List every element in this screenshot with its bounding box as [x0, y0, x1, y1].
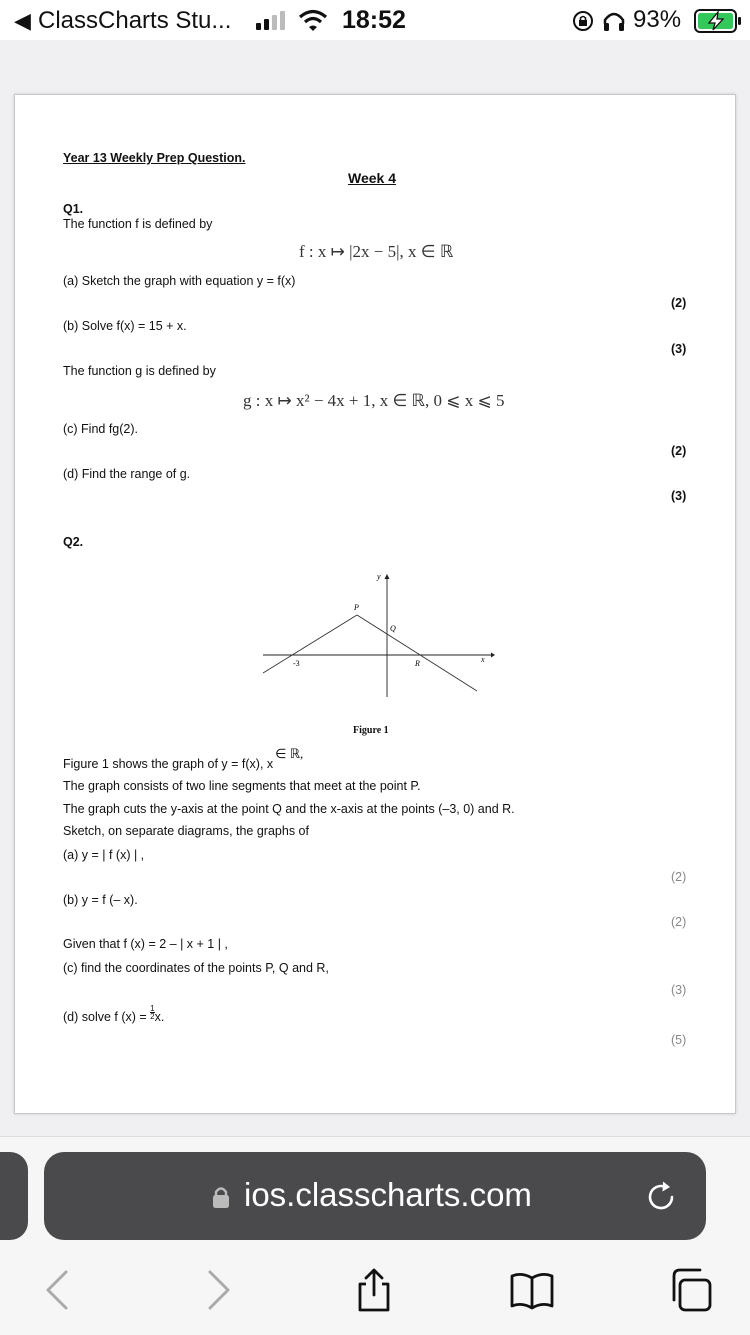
segment-left: [263, 615, 357, 673]
q2-part-d: [63, 1004, 165, 1024]
bookmarks-icon[interactable]: [510, 1268, 554, 1312]
q1-f-definition: f : x ↦ |2x − 5|, x ∈ ℝ: [299, 242, 454, 261]
q2-part-a-mark: (2): [671, 870, 687, 884]
point-p-label: P: [354, 603, 359, 612]
segment-right: [357, 615, 477, 691]
point-r-label: R: [415, 659, 420, 668]
q1-part-c: (c) Find fg(2).: [63, 422, 139, 436]
headphones-icon: [602, 9, 626, 33]
figure-caption: Figure 1: [353, 725, 389, 736]
week-heading: Week 4: [348, 170, 396, 186]
fraction-denominator: 2: [150, 1012, 155, 1022]
fraction-numerator: 1: [150, 1004, 155, 1014]
q1-part-a-mark: (2): [671, 296, 687, 310]
q2-line-1-domain: ∈ ℝ,: [275, 746, 304, 761]
previous-tab[interactable]: [0, 1152, 28, 1240]
lock-icon: [212, 1185, 230, 1209]
q1-intro: The function f is defined by: [63, 217, 213, 231]
q1-part-b-mark: (3): [671, 342, 687, 356]
url-text[interactable]: ios.classcharts.com: [244, 1176, 532, 1213]
q2-line-1-text: Figure 1 shows the graph of y = f(x), x: [63, 757, 274, 771]
q2-part-b-mark: (2): [671, 915, 687, 929]
tabs-icon[interactable]: [668, 1268, 712, 1312]
rotation-lock-icon: [572, 10, 594, 32]
back-to-app-label[interactable]: ClassCharts Stu...: [38, 7, 232, 34]
status-bar: [0, 0, 750, 40]
q1-label: Q1.: [63, 202, 84, 216]
q2-part-a: (a) y = | f (x) | ,: [63, 848, 145, 862]
share-icon[interactable]: [352, 1268, 396, 1312]
back-to-app-icon[interactable]: ◀: [14, 8, 31, 33]
q2-line-2: The graph consists of two line segments that meet at the point P.: [63, 779, 421, 793]
q2-part-d-mark: (5): [671, 1033, 687, 1047]
q2-line-3: The graph cuts the y-axis at the point Q and the x-axis at the points (–3, 0) and R.: [63, 802, 515, 816]
q1-g-definition: g : x ↦ x² − 4x + 1, x ∈ ℝ, 0 ⩽ x ⩽ 5: [243, 391, 505, 410]
y-axis-label: y: [377, 572, 381, 581]
q1-part-c-mark: (2): [671, 444, 687, 458]
reload-icon[interactable]: [644, 1180, 678, 1214]
q1-part-d-mark: (3): [671, 489, 687, 503]
q1-part-d: (d) Find the range of g.: [63, 467, 191, 481]
q2-part-c-mark: (3): [671, 983, 687, 997]
q2-part-d-end: x.: [154, 1010, 165, 1024]
y-axis-arrow: [385, 574, 390, 579]
point-neg3-label: -3: [293, 659, 300, 668]
forward-arrow-icon[interactable]: [196, 1268, 240, 1312]
document-page: [14, 94, 736, 1114]
q2-line-4: Sketch, on separate diagrams, the graphs of: [63, 824, 309, 838]
q2-line-1: [63, 746, 304, 772]
q2-part-d-text: (d) solve f (x) =: [63, 1010, 151, 1024]
address-bar[interactable]: [44, 1152, 706, 1240]
document-title: Year 13 Weekly Prep Question.: [63, 151, 246, 165]
clock: 18:52: [342, 6, 406, 34]
q2-given: Given that f (x) = 2 – | x + 1 | ,: [63, 937, 228, 951]
q1-part-b: (b) Solve f(x) = 15 + x.: [63, 319, 187, 333]
point-q-label: Q: [390, 624, 396, 633]
battery-charging-icon: [694, 9, 742, 33]
battery-percentage: 93%: [633, 6, 682, 33]
q2-label: Q2.: [63, 535, 84, 549]
x-axis-arrow: [491, 653, 495, 658]
q2-part-c: (c) find the coordinates of the points P, Q and R,: [63, 961, 329, 975]
wifi-icon: [298, 8, 328, 32]
cellular-signal-icon: [256, 10, 290, 30]
q1-g-intro: The function g is defined by: [63, 364, 216, 378]
q1-part-a: (a) Sketch the graph with equation y = f(x): [63, 274, 296, 288]
back-arrow-icon[interactable]: [36, 1268, 80, 1312]
x-axis-label: x: [481, 655, 485, 664]
q2-part-b: (b) y = f (– x).: [63, 893, 138, 907]
figure-1-graph: [263, 567, 495, 697]
